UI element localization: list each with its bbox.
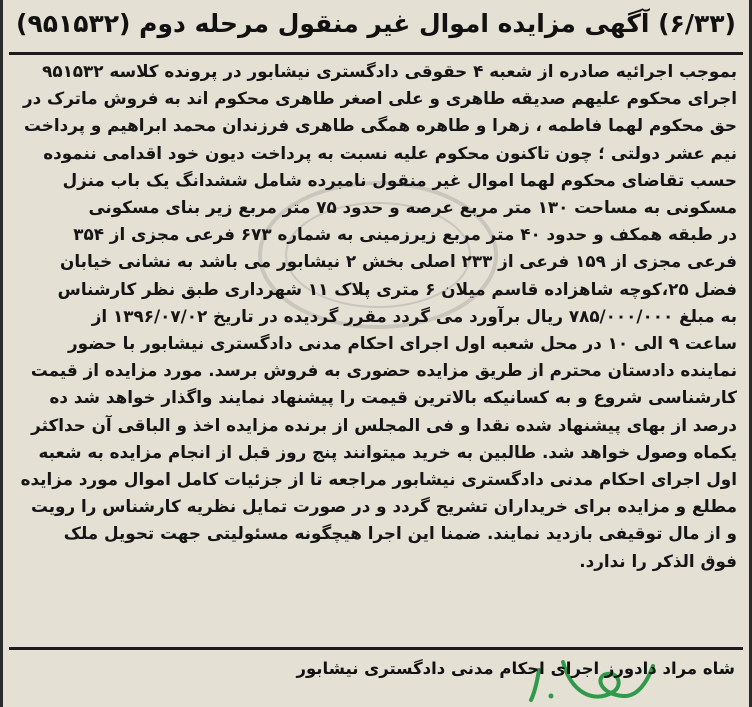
bottom-divider [9, 647, 743, 650]
top-divider [9, 52, 743, 55]
signature-line: شاه مراد دادورز اجرای احکام مدنی دادگستری نیشابور [296, 659, 735, 678]
notice-body: بموجب اجرائیه صادره از شعبه ۴ حقوقی دادگستری نیشابور در پرونده کلاسه ۹۵۱۵۳۲ اجرای محکوم علیهم صدیقه طاهری و علی اصغر طاهری محکوم اند به فروش ماترک در حق محکوم لهما فاطمه ، زهرا و طاهره همگی طاهری فرزندان محمد ابراهیم و پرداخت نیم عشر دولتی ؛ چون تاکنون محکوم علیه نسبت به پرداخت دیون خود اقدامی ننموده حسب تقاضای محکوم لهما اموال غیر منقول نامبرده شامل ششدانگ یک باب منزل مسکونی به مساحت ۱۳۰ متر مربع عرصه و حدود ۷۵ متر مربع زیر بنای مسکونی در طبقه همکف و حدود ۴۰ متر مربع زیرزمینی به شماره ۶۷۳ فرعی مجزی از ۳۵۴ فرعی مجزی از ۱۵۹ فرعی از ۲۳۳ اصلی بخش ۲ نیشابور می باشد به نشانی خیابان فضل ۲۵،کوچه شاهزاده قاسم میلان ۶ متری پلاک ۱۱ شهرداری طبق نظر کارشناس به مبلغ ۷۸۵/۰۰۰/۰۰۰ ریال برآورد می گردد مقرر گردیده در تاریخ ۱۳۹۶/۰۷/۰۲ از ساعت ۹ الی ۱۰ در محل شعبه اول اجرای احکام مدنی دادگستری نیشابور با حضور نماینده دادستان محترم از طریق مزایده حضوری به فروش برسد. مورد مزایده از قیمت کارشناسی شروع و به کسانیکه بالاترین قیمت را پیشنهاد نمایند واگذار خواهد شد ده درصد از بهای پیشنهاد شده نقدا و فی المجلس از برنده مزایده اخذ و الباقی آن حداکثر یکماه وصول خواهد شد. طالبین به خرید میتوانند پنج روز قبل از انجام مزایده به شعبه اول اجرای احکام مدنی دادگستری نیشابور مراجعه تا از جزئیات کامل اموال مورد مزایده مطلع و مزایده برای خریداران تشریح گردد و در صورت تمایل نظریه کارشناس را رویت و از مال توقیفی بازدید نمایند. ضمنا این اجرا هیچگونه مسئولیتی جهت تحویل ملک فوق الذکر را ندارد. [20, 61, 737, 571]
notice-title: (۶/۳۳) آگهی مزایده اموال غیر منقول مرحله دوم (۹۵۱۵۳۲) [16, 9, 736, 38]
